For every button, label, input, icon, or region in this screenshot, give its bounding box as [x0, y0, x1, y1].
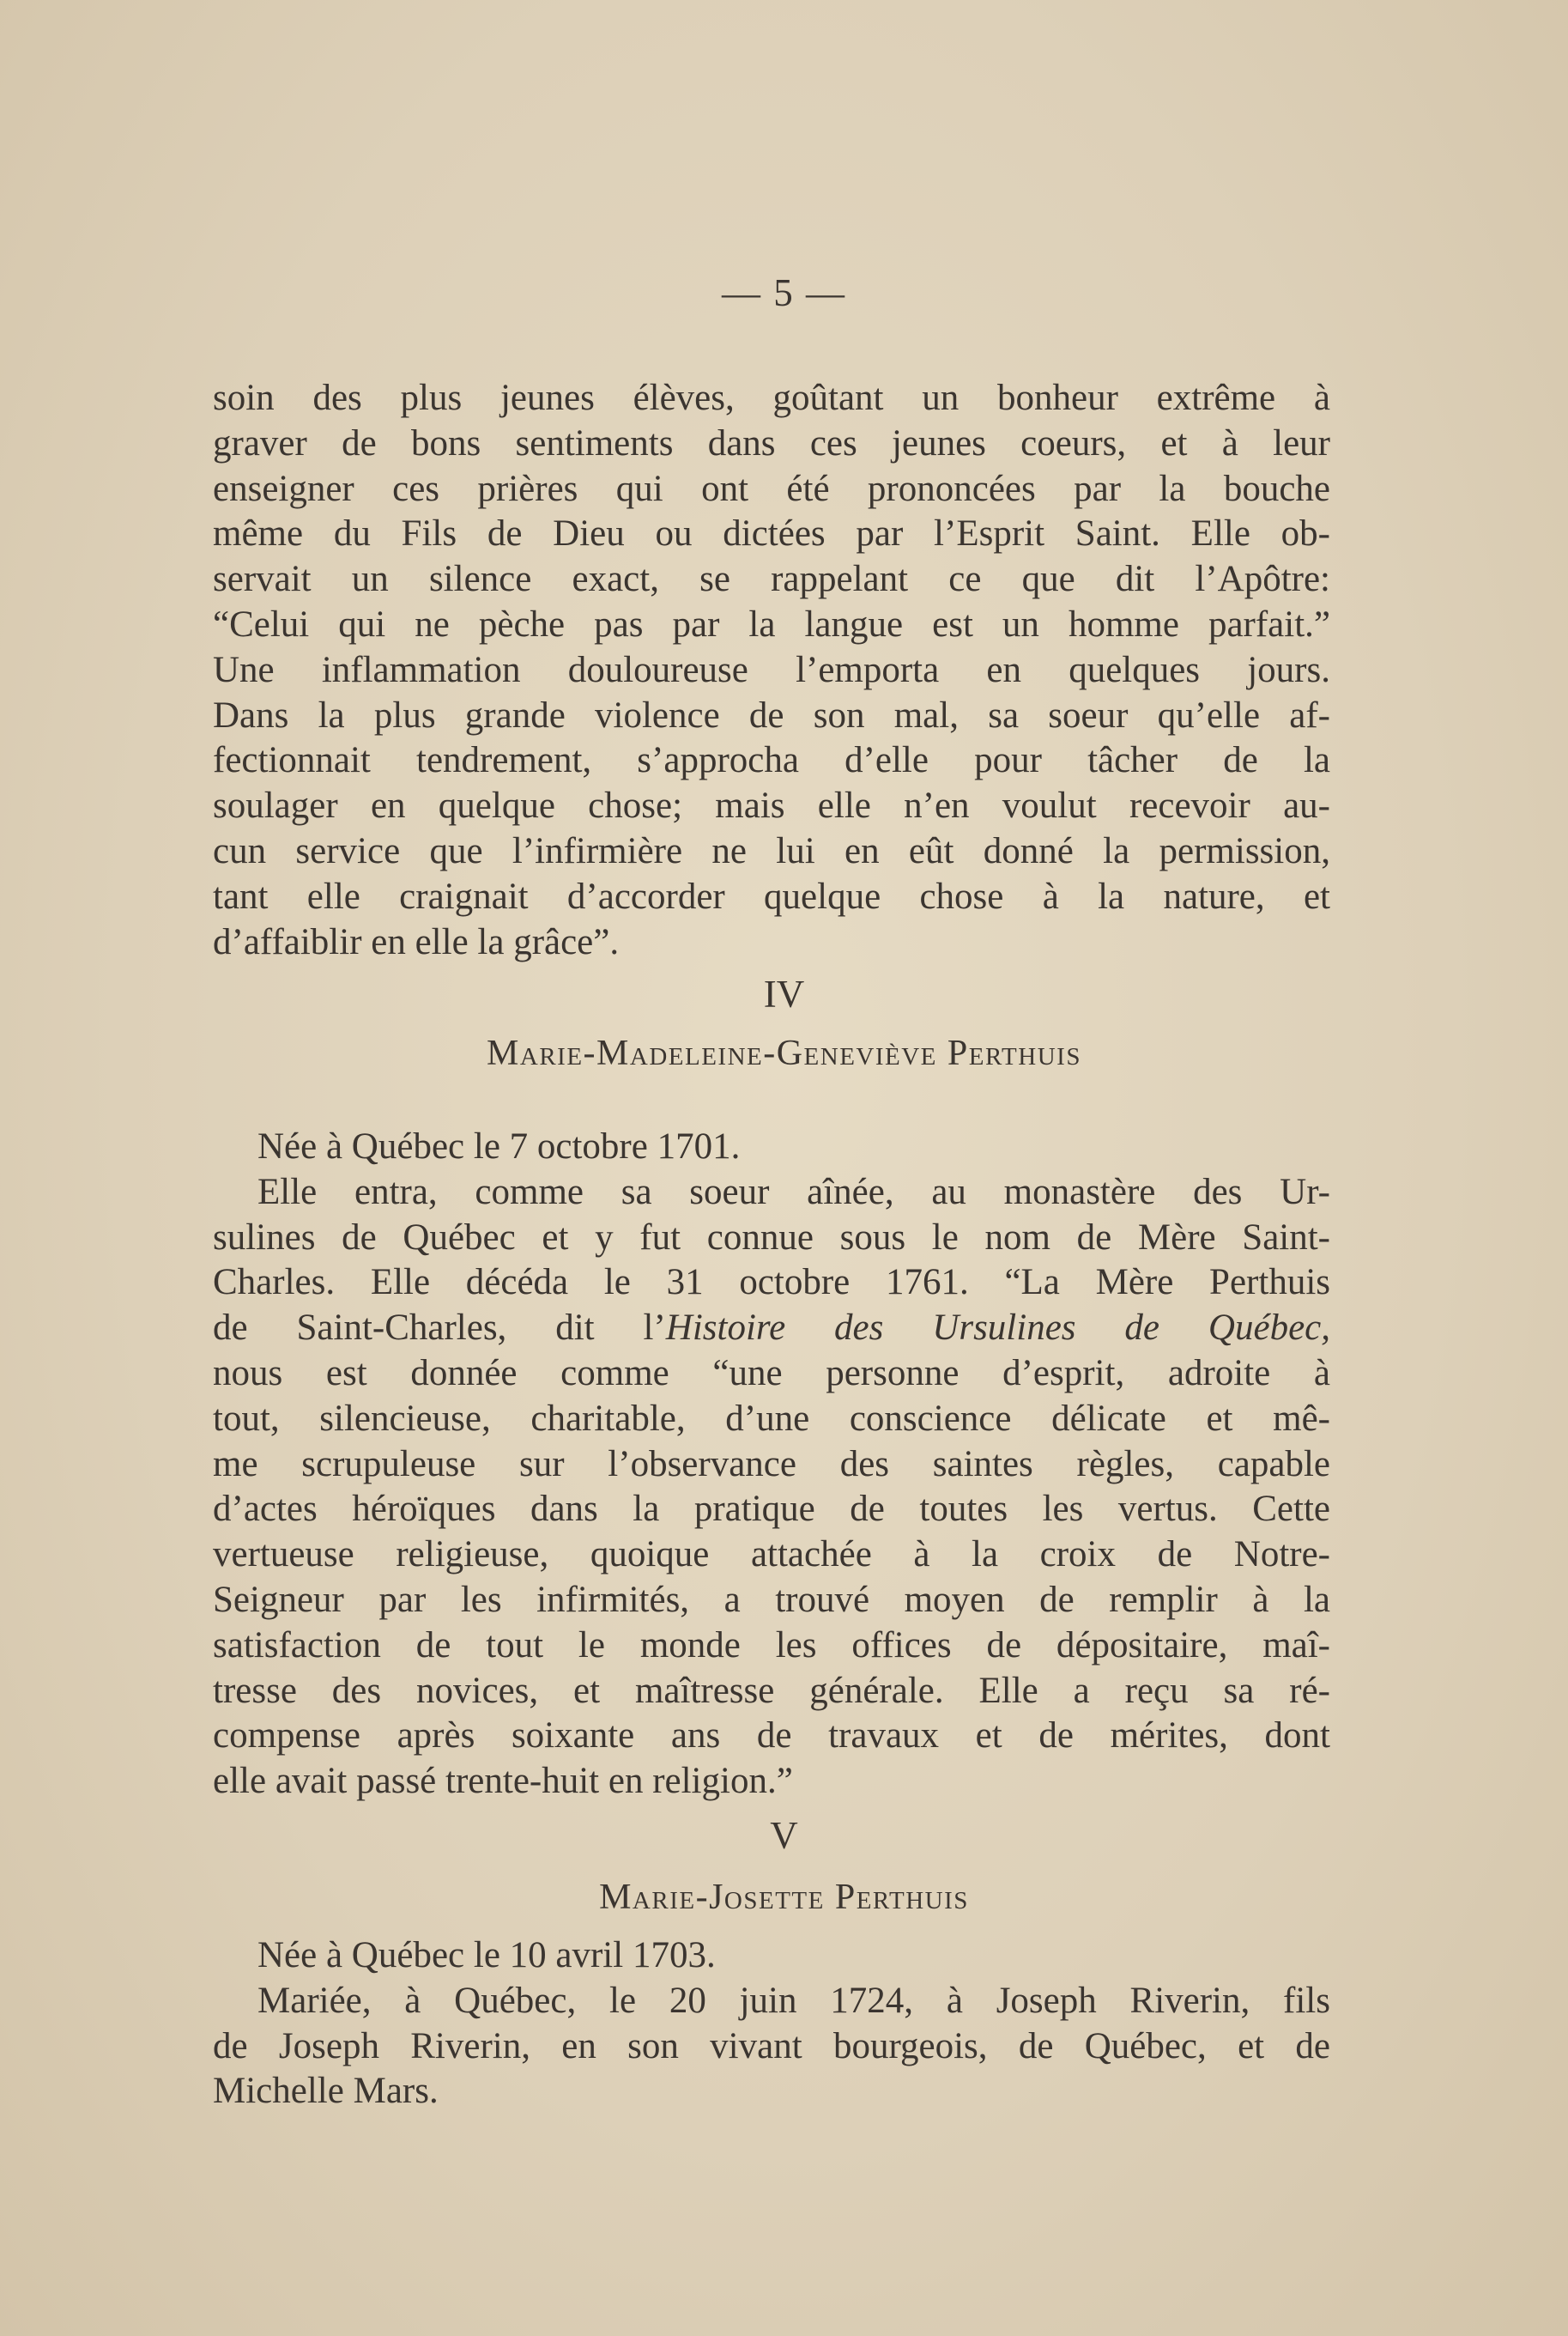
text-line: tresse des novices, et maîtresse générale. Elle a reçu sa ré-: [213, 1670, 1330, 1711]
text-line: tant elle craignait d’accorder quelque chose à la nature, et: [213, 876, 1330, 917]
text-line: sulines de Québec et y fut connue sous le nom de Mère Saint-: [213, 1217, 1330, 1258]
section-v-body: [213, 1933, 1330, 2115]
text-line: cun service que l’infirmière ne lui en eût donné la permission,: [213, 830, 1330, 871]
book-title: Histoire des Ursulines de Québec,: [665, 1308, 1330, 1349]
text-line: même du Fils de Dieu ou dictées par l’Esprit Saint. Elle ob-: [213, 513, 1330, 555]
text-line: enseigner ces prières qui ont été prononcées par la bouche: [213, 468, 1330, 509]
text-line-with-title: [213, 1306, 1330, 1351]
text-line: soin des plus jeunes élèves, goûtant un bonheur extrême à: [213, 378, 1330, 418]
text-line: Charles. Elle décéda le 31 octobre 1761. “La Mère Perthuis: [213, 1262, 1330, 1303]
section-numeral-iv: IV: [763, 973, 805, 1016]
text-line: fectionnait tendrement, s’approcha d’elle pour tâcher de la: [213, 740, 1330, 781]
text-line: servait un silence exact, se rappelant ce que dit l’Apôtre:: [213, 559, 1330, 600]
text-line: de Joseph Riverin, en son vivant bourgeois, de Québec, et de: [213, 2025, 1330, 2066]
section-iv-body: [213, 1125, 1330, 1805]
text-line: elle avait passé trente-huit en religion.”: [213, 1761, 793, 1802]
section-title-v: Marie-Josette Perthuis: [599, 1878, 969, 1917]
text-line: Seigneur par les infirmités, a trouvé moyen de remplir à la: [213, 1579, 1330, 1620]
text-line: graver de bons sentiments dans ces jeunes coeurs, et à leur: [213, 422, 1330, 464]
text-line: tout, silencieuse, charitable, d’une conscience délicate et mê-: [213, 1398, 1330, 1439]
text-line: Une inflammation douloureuse l’emporta en quelques jours.: [213, 649, 1330, 690]
text-line: Elle entra, comme sa soeur aînée, au monastère des Ur-: [257, 1171, 1330, 1212]
text-line: me scrupuleuse sur l’observance des saintes règles, capable: [213, 1443, 1330, 1484]
section-title-iv: Marie-Madeleine-Geneviève Perthuis: [487, 1034, 1081, 1073]
birth-line: Née à Québec le 7 octobre 1701.: [257, 1126, 741, 1167]
text-line: Mariée, à Québec, le 20 juin 1724, à Joseph Riverin, fils: [257, 1980, 1330, 2021]
text-line: Dans la plus grande violence de son mal, sa soeur qu’elle af-: [213, 695, 1330, 736]
text-line: d’actes héroïques dans la pratique de toutes les vertus. Cette: [213, 1489, 1330, 1530]
text-fragment: de Saint-Charles, dit l’: [213, 1308, 666, 1349]
text-line: soulager en quelque chose; mais elle n’en voulut recevoir au-: [213, 786, 1330, 827]
text-line: satisfaction de tout le monde les offices de dépositaire, maî-: [213, 1624, 1330, 1666]
birth-line: Née à Québec le 10 avril 1703.: [257, 1935, 716, 1975]
section-numeral-v: V: [770, 1814, 798, 1857]
text-line: nous est donnée comme “une personne d’esprit, adroite à: [213, 1352, 1330, 1393]
text-line: vertueuse religieuse, quoique attachée à la croix de Notre-: [213, 1534, 1330, 1575]
page-number: — 5 —: [722, 271, 846, 314]
text-line: compense après soixante ans de travaux et de mérites, dont: [213, 1715, 1330, 1757]
text-line: “Celui qui ne pèche pas par la langue est un homme parfait.”: [213, 604, 1330, 645]
paragraph-continuation: [213, 376, 1330, 965]
text-line: d’affaiblir en elle la grâce”.: [213, 921, 620, 962]
text-line: Michelle Mars.: [213, 2071, 439, 2112]
